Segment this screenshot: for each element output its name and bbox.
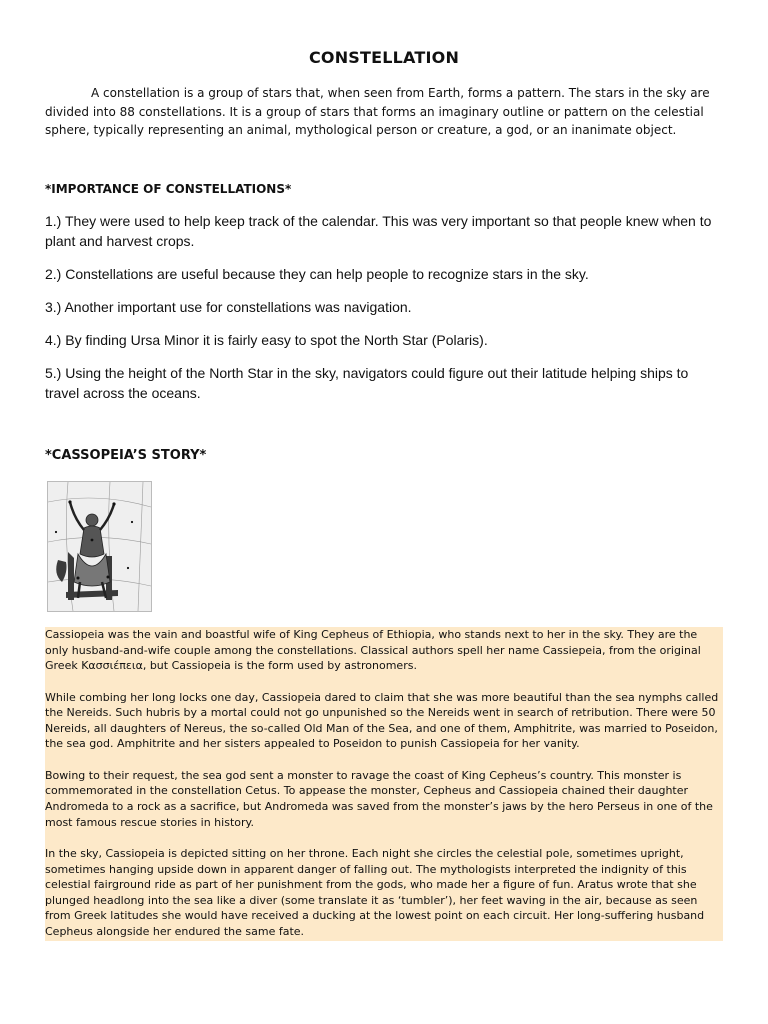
importance-heading: *IMPORTANCE OF CONSTELLATIONS* bbox=[45, 182, 292, 196]
story-paragraph: Cassiopeia was the vain and boastful wife of King Cepheus of Ethiopia, who stands next to her in the sky. They are the only husband-and-wife couple among the constellations. Classical authors spell her name Cassiepeia, from the original Greek Κασσιέπεια, but Cassiopeia is the form used by astronomers. bbox=[45, 628, 701, 673]
importance-point: 5.) Using the height of the North Star in the sky, navigators could figure out their latitude helping ships to travel across the oceans. bbox=[45, 365, 689, 401]
importance-point: 4.) By finding Ursa Minor it is fairly easy to spot the North Star (Polaris). bbox=[45, 332, 488, 348]
importance-list bbox=[45, 211, 723, 416]
importance-point: 3.) Another important use for constellations was navigation. bbox=[45, 299, 412, 315]
story-heading: *CASSOPEIA’S STORY* bbox=[45, 448, 207, 463]
story-paragraph: While combing her long locks one day, Cassiopeia dared to claim that she was more beautiful than the sea nymphs called the Nereids. Such hubris by a mortal could not go unpunished so the Nereids went in search of retribution. There were 50 Nereids, all daughters of Nereus, the so-called Old Man of the Sea, and one of them, Amphitrite, was married to Poseidon, the sea god. Amphitrite and her sisters appealed to Poseidon to punish Cassiopeia for her vanity. bbox=[45, 690, 719, 751]
story-paragraph: In the sky, Cassiopeia is depicted sitting on her throne. Each night she circles the celestial pole, sometimes upright, sometimes hanging upside down in apparent danger of falling out. The mythologists interpreted the indignity of this celestial fairground ride as part of her punishment from the gods, who made her a figure of fun. Aratus wrote that she plunged headlong into the sea like a diver (some translate it as ‘tumbler’), her feet waving in the air, because as seen from Greek latitudes she would have received a ducking at the lowest point on each circuit. Her long-suffering husband Cepheus alongside her endured the same fate. bbox=[45, 846, 705, 938]
page-title: CONSTELLATION bbox=[308, 48, 460, 67]
story-paragraph: Bowing to their request, the sea god sent a monster to ravage the coast of King Cepheus’s country. This monster is commemorated in the constellation Cetus. To appease the monster, Cepheus and Cassiopeia chained their daughter Andromeda to a rock as a sacrifice, but Andromeda was saved from the monster’s jaws by the hero Perseus in one of the most famous rescue stories in history. bbox=[45, 768, 713, 829]
importance-point: 2.) Constellations are useful because they can help people to recognize stars in the sky. bbox=[45, 266, 589, 282]
cassiopeia-illustration bbox=[47, 481, 152, 612]
importance-point: 1.) They were used to help keep track of the calendar. This was very important so that people knew when to plant and harvest crops. bbox=[45, 213, 712, 249]
intro-paragraph: A constellation is a group of stars that, when seen from Earth, forms a pattern. The stars in the sky are divided into 88 constellations. It is a group of stars that forms an imaginary outline or pattern on the celestial sphere, typically representing an animal, mythological person or creature, a god, or an inanimate object. bbox=[45, 86, 710, 137]
story-text-block bbox=[45, 627, 723, 941]
